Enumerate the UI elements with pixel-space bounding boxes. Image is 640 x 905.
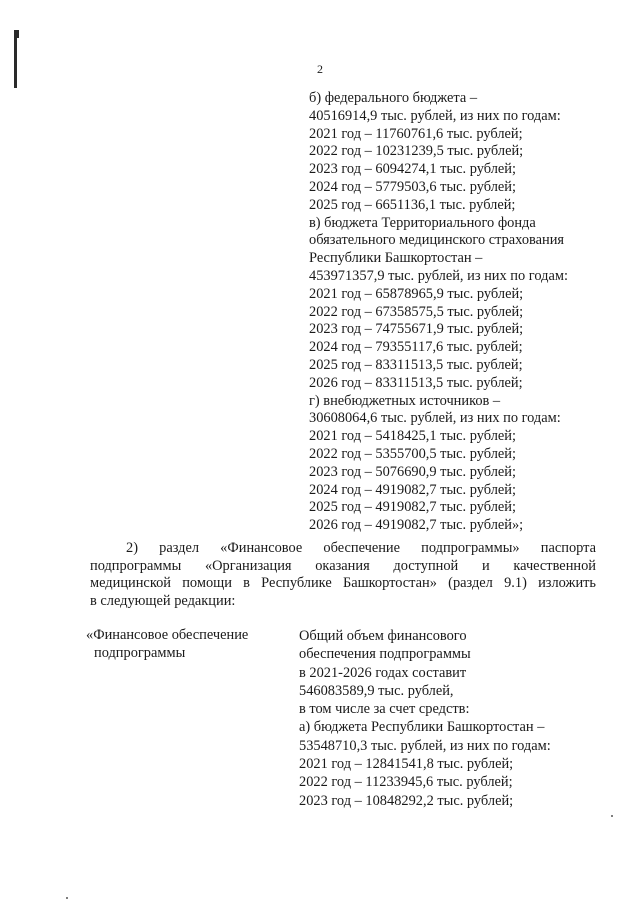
scan-speck — [611, 815, 613, 817]
year-amount-line: 2025 год – 6651136,1 тыс. рублей; — [309, 196, 516, 213]
year-amount-line: 2024 год – 79355117,6 тыс. рублей; — [309, 339, 523, 356]
text-line: б) федерального бюджета – — [309, 90, 478, 106]
year-amount-line: 2025 год – 83311513,5 тыс. рублей; — [309, 356, 523, 373]
territorial-fund-block — [309, 215, 609, 393]
year-amount-line: 2023 год – 5076690,9 тыс. рублей; — [309, 463, 516, 480]
total-amount-line: 546083589,9 тыс. рублей, — [299, 682, 454, 699]
section-label-line: подпрограммы — [94, 644, 186, 661]
year-amount-line: 2023 год – 74755671,9 тыс. рублей; — [309, 321, 524, 338]
year-amount-line: 2021 год – 65878965,9 тыс. рублей; — [309, 285, 524, 302]
paragraph-line: 2) раздел «Финансовое обеспечение подпрограммы» паспорта — [126, 540, 596, 556]
text-line: обязательного медицинского страхования — [309, 232, 565, 249]
year-amount-line: 2026 год – 4919082,7 тыс. рублей»; — [309, 517, 524, 534]
section-label-line: «Финансовое обеспечение — [86, 627, 249, 643]
text-line: в том числе за счет средств: — [299, 701, 470, 718]
financing-column — [299, 627, 609, 810]
text-line: Республики Башкортостан – — [309, 250, 483, 267]
federal-budget-block — [309, 90, 609, 215]
text-line: Общий объем финансового — [299, 628, 467, 644]
year-amount-line: 2023 год – 6094274,1 тыс. рублей; — [309, 161, 516, 178]
scan-margin-mark — [14, 30, 17, 88]
text-line: г) внебюджетных источников – — [309, 392, 501, 409]
text-line: 453971357,9 тыс. рублей, из них по годам: — [309, 267, 568, 284]
year-amount-line: 2025 год – 4919082,7 тыс. рублей; — [309, 499, 516, 516]
year-amount-line: 2024 год – 5779503,6 тыс. рублей; — [309, 178, 516, 195]
amendment-paragraph — [90, 540, 596, 610]
text-line: в) бюджета Территориального фонда — [309, 214, 536, 231]
text-line: обеспечения подпрограммы — [299, 646, 471, 663]
scan-speck — [66, 897, 68, 899]
year-amount-line: 2022 год – 10231239,5 тыс. рублей; — [309, 143, 524, 160]
paragraph-line: медицинской помощи в Республике Башкортостан» (раздел 9.1) изложить — [90, 575, 596, 591]
section-label — [86, 627, 286, 662]
text-line: 53548710,3 тыс. рублей, из них по годам: — [299, 737, 551, 754]
year-amount-line: 2023 год – 10848292,2 тыс. рублей; — [299, 792, 514, 809]
year-amount-line: 2021 год – 5418425,1 тыс. рублей; — [309, 428, 516, 445]
year-amount-line: 2022 год – 5355700,5 тыс. рублей; — [309, 445, 516, 462]
year-amount-line: 2026 год – 83311513,5 тыс. рублей; — [309, 374, 523, 391]
paragraph-line: в следующей редакции: — [90, 592, 236, 609]
year-amount-line: 2021 год – 11760761,6 тыс. рублей; — [309, 125, 523, 142]
year-amount-line: 2022 год – 67358575,5 тыс. рублей; — [309, 303, 524, 320]
text-line: а) бюджета Республики Башкортостан – — [299, 719, 545, 736]
paragraph-line: подпрограммы «Организация оказания доступной и качественной — [90, 557, 596, 574]
page-number: 2 — [317, 62, 323, 76]
extrabudgetary-block — [309, 393, 609, 535]
scan-margin-mark-tick — [17, 30, 19, 38]
year-amount-line: 2022 год – 11233945,6 тыс. рублей; — [299, 774, 513, 791]
text-line: 30608064,6 тыс. рублей, из них по годам: — [309, 410, 561, 427]
text-line: 40516914,9 тыс. рублей, из них по годам: — [309, 107, 561, 124]
year-amount-line: 2021 год – 12841541,8 тыс. рублей; — [299, 756, 514, 773]
text-line: в 2021-2026 годах составит — [299, 664, 467, 681]
budget-breakdown-column — [309, 90, 609, 535]
year-amount-line: 2024 год – 4919082,7 тыс. рублей; — [309, 481, 516, 498]
